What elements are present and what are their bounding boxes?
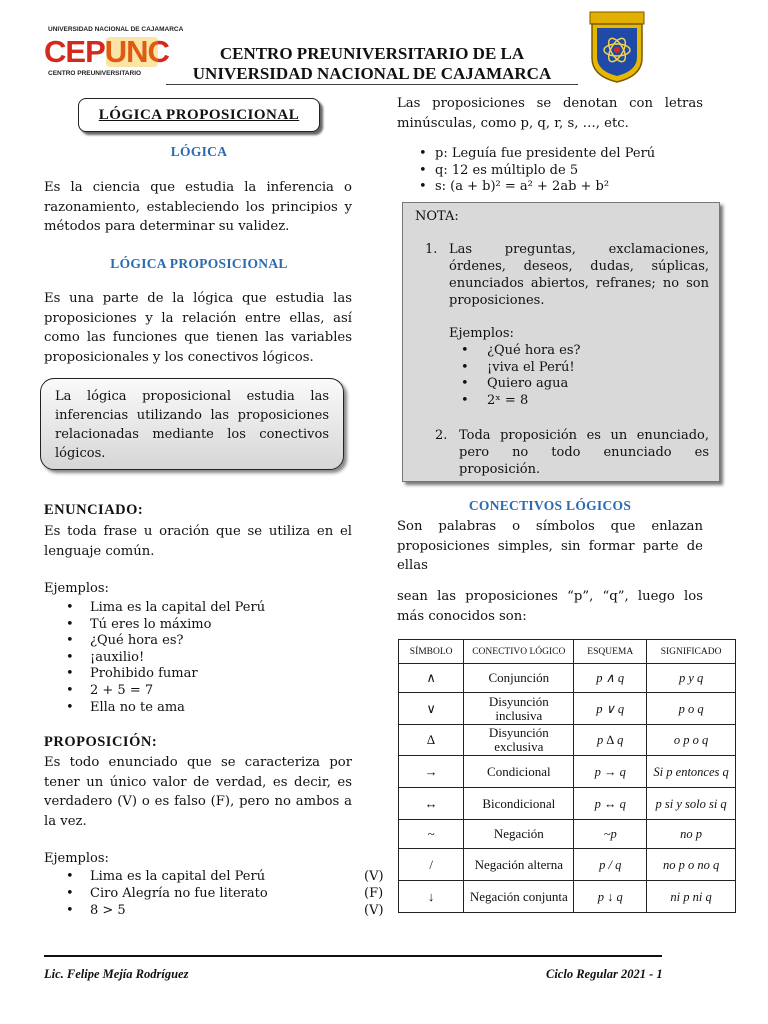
list-item: • ¡viva el Perú!: [439, 360, 699, 377]
list-item: • 2 + 5 = 7: [44, 683, 344, 700]
proposicion-ejemplos-label: Ejemplos:: [44, 851, 109, 866]
logo-top-text: UNIVERSIDAD NACIONAL DE CAJAMARCA: [48, 26, 184, 33]
table-cell: ↓: [399, 881, 464, 913]
table-cell: no p: [647, 820, 736, 849]
enunciado-examples-list: [44, 600, 344, 716]
nota-ejemplos-label: Ejemplos:: [449, 326, 514, 341]
table-cell: p ↔ q: [574, 788, 647, 820]
table-cell: Disyunción inclusiva: [464, 693, 574, 725]
list-item: • Lima es la capital del Perú: [44, 600, 344, 617]
main-title: LÓGICA PROPOSICIONAL: [78, 98, 320, 132]
logo-main-text: CEPUNC: [44, 34, 169, 69]
table-row: [399, 820, 736, 849]
logo-bottom-text: CENTRO PREUNIVERSITARIO: [48, 70, 142, 77]
table-cell: p y q: [647, 664, 736, 693]
list-item: • ¿Qué hora es?: [44, 633, 344, 650]
table-cell: Negación alterna: [464, 849, 574, 881]
callout-text: La lógica proposicional estudia las inferencias utilizando las proposiciones relacionadas mediante los conectivos lógicos.: [55, 389, 329, 461]
header-title: [168, 44, 576, 84]
cepunc-logo: [44, 26, 184, 78]
nota-box: [402, 202, 720, 482]
table-cell: ∆: [399, 725, 464, 756]
nota-label: NOTA:: [415, 209, 459, 224]
logo-accent: [106, 37, 158, 67]
table-cell: ↔: [399, 788, 464, 820]
table-row: [399, 849, 736, 881]
university-crest-icon: [588, 10, 646, 84]
list-item: • ¡auxilio!: [44, 650, 344, 667]
table-cell: o p o q: [647, 725, 736, 756]
table-cell: /: [399, 849, 464, 881]
table-cell: p ↓ q: [574, 881, 647, 913]
table-cell: p ∆ q: [574, 725, 647, 756]
nota-examples-list: [439, 343, 699, 409]
list-item: • p: Leguía fue presidente del Perú: [397, 146, 717, 163]
table-row: [399, 664, 736, 693]
proposicion-heading: PROPOSICIÓN:: [44, 734, 158, 750]
proposicion-examples-list: [44, 869, 384, 920]
table-cell: Negación conjunta: [464, 881, 574, 913]
logica-proposicional-heading: LÓGICA PROPOSICIONAL: [110, 256, 288, 271]
footer-divider: [44, 955, 662, 957]
table-cell: p → q: [574, 756, 647, 788]
table-row: [399, 756, 736, 788]
conectivos-table: [398, 639, 736, 913]
footer-author: Lic. Felipe Mejía Rodríguez: [44, 967, 189, 981]
enunciado-definition: Es toda frase u oración que se utiliza en el lenguaje común.: [44, 524, 352, 559]
table-cell: p o q: [647, 693, 736, 725]
table-row: [399, 881, 736, 913]
enunciado-ejemplos-label: Ejemplos:: [44, 581, 109, 596]
list-item: • Quiero agua: [439, 376, 699, 393]
table-cell: ∨: [399, 693, 464, 725]
logica-proposicional-definition: Es una parte de la lógica que estudia las proposiciones y la relación entre ellas, así como las funciones que tienen las variables proposicionales y los conectivos lógicos.: [44, 291, 352, 365]
list-item: • Tú eres lo máximo: [44, 617, 344, 634]
table-cell: →: [399, 756, 464, 788]
conectivos-definition: Son palabras o símbolos que enlazan proposiciones simples, sin formar parte de ellas: [397, 519, 703, 573]
table-cell: p ∨ q: [574, 693, 647, 725]
list-item: • 8 > 5 (V): [66, 903, 384, 918]
table-cell: p si y solo si q: [647, 788, 736, 820]
table-row: [399, 725, 736, 756]
enunciado-heading: ENUNCIADO:: [44, 502, 144, 518]
conectivos-heading: CONECTIVOS LÓGICOS: [468, 498, 632, 513]
table-cell: ~: [399, 820, 464, 849]
table-cell: Si p entonces q: [647, 756, 736, 788]
table-cell: ni p ni q: [647, 881, 736, 913]
table-row: [399, 788, 736, 820]
table-cell: Bicondicional: [464, 788, 574, 820]
proposicion-definition: Es todo enunciado que se caracteriza por tener un único valor de verdad, es decir, es verdadero (V) o es falso (F), pero no ambos a la vez.: [44, 755, 352, 829]
logica-heading: LÓGICA: [170, 144, 228, 159]
info-callout-box: [40, 378, 344, 470]
list-item: • q: 12 es múltiplo de 5: [397, 163, 717, 180]
proposiciones-intro: Las proposiciones se denotan con letras minúsculas, como p, q, r, s, …, etc.: [397, 96, 703, 131]
table-cell: Negación: [464, 820, 574, 849]
table-cell: p / q: [574, 849, 647, 881]
header-title-line2: UNIVERSIDAD NACIONAL DE CAJAMARCA: [192, 64, 552, 83]
table-header-row: [399, 640, 736, 664]
table-cell: Condicional: [464, 756, 574, 788]
table-cell: p ∧ q: [574, 664, 647, 693]
nota-item-1: 1. Las preguntas, exclamaciones, órdenes, deseos, dudas, súplicas, enunciados abiertos, refranes; no son proposiciones.: [425, 242, 709, 308]
table-cell: Conjunción: [464, 664, 574, 693]
table-header: CONECTIVO LÓGICO: [464, 640, 574, 664]
table-header: ESQUEMA: [574, 640, 647, 664]
list-item: • Prohibido fumar: [44, 666, 344, 683]
nota-item-2: 2. Toda proposición es un enunciado, pero no todo enunciado es proposición.: [435, 428, 709, 477]
footer-cycle: Ciclo Regular 2021 - 1: [546, 967, 663, 981]
list-item: • Ciro Alegría no fue literato (F): [66, 886, 384, 901]
table-row: [399, 693, 736, 725]
logica-definition: Es la ciencia que estudia la inferencia o razonamiento, estableciendo los principios y métodos para determinar su validez.: [44, 180, 352, 234]
list-item: • Ella no te ama: [44, 700, 344, 717]
proposiciones-examples-list: [397, 146, 717, 196]
list-item: • s: (a + b)² = a² + 2ab + b²: [397, 179, 717, 196]
list-item: • 2ˣ = 8: [439, 393, 699, 410]
table-header: SÍMBOLO: [399, 640, 464, 664]
list-item: • ¿Qué hora es?: [439, 343, 699, 360]
header-title-line1: CENTRO PREUNIVERSITARIO DE LA: [219, 44, 525, 63]
table-header: SIGNIFICADO: [647, 640, 736, 664]
table-cell: no p o no q: [647, 849, 736, 881]
conectivos-intro: sean las proposiciones “p”, “q”, luego los más conocidos son:: [397, 589, 703, 624]
list-item: • Lima es la capital del Perú (V): [66, 869, 384, 884]
table-cell: ∧: [399, 664, 464, 693]
table-cell: ~p: [574, 820, 647, 849]
table-cell: Disyunción exclusiva: [464, 725, 574, 756]
header-divider: [166, 84, 578, 85]
